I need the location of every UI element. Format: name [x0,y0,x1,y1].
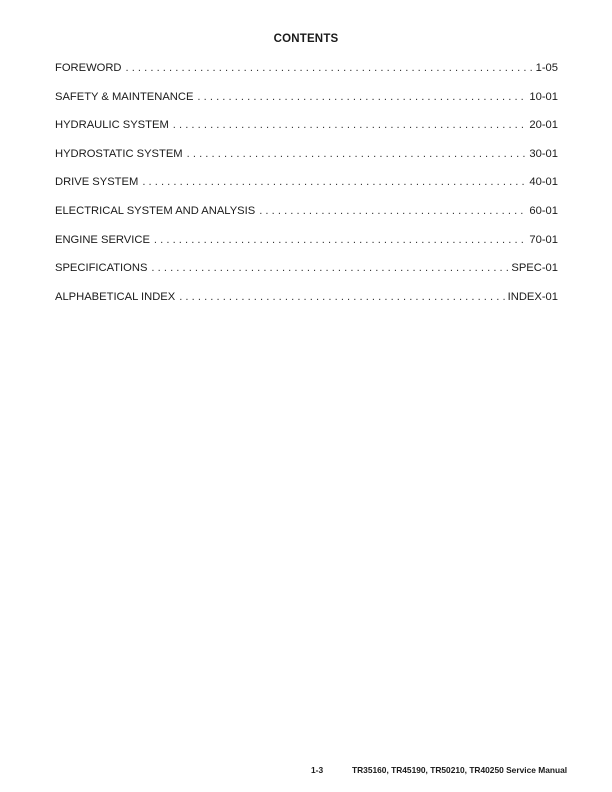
toc-entry-hydraulic-system[interactable] [55,119,558,148]
dot-leader [173,119,527,131]
toc-entry-label: ENGINE SERVICE [55,233,150,246]
toc-entry-foreword[interactable] [55,62,558,91]
dot-leader [142,176,526,188]
toc-entry-page: SPEC-01 [511,262,558,275]
dot-leader [197,91,526,103]
dot-leader [151,262,508,274]
dot-leader [126,62,533,74]
dot-leader [179,291,504,303]
toc-entry-label: DRIVE SYSTEM [55,176,139,189]
toc-entry-hydrostatic-system[interactable] [55,148,558,177]
dot-leader [259,205,526,217]
toc-entry-page: 60-01 [529,204,558,217]
toc-entry-label: HYDRAULIC SYSTEM [55,119,169,132]
toc-entry-engine-service[interactable] [55,234,558,263]
toc-entry-label: HYDROSTATIC SYSTEM [55,147,183,160]
footer-manual-title: TR35160, TR45190, TR50210, TR40250 Service Manual [352,765,568,775]
toc-entry-page: 30-01 [529,147,558,160]
toc-entry-label: SAFETY & MAINTENANCE [55,90,194,103]
toc-entry-safety-maintenance[interactable] [55,91,558,120]
toc-entry-page: 40-01 [529,176,558,189]
toc-entry-page: 10-01 [529,90,558,103]
footer-page-number: 1-3 [311,765,324,775]
toc-entry-label: ALPHABETICAL INDEX [55,290,176,303]
toc-entry-electrical-system[interactable] [55,205,558,234]
toc-entry-drive-system[interactable] [55,176,558,205]
dot-leader [154,234,526,246]
toc-entry-page: 70-01 [529,233,558,246]
toc-entry-page: INDEX-01 [507,290,558,303]
toc-entry-label: FOREWORD [55,62,122,74]
toc-entry-label: ELECTRICAL SYSTEM AND ANALYSIS [55,204,256,217]
toc-entry-label: SPECIFICATIONS [55,262,148,275]
toc-entry-specifications[interactable] [55,262,558,291]
table-of-contents [55,62,558,319]
toc-entry-alphabetical-index[interactable] [55,291,558,320]
page-title: CONTENTS [273,33,339,45]
toc-entry-page: 20-01 [529,119,558,132]
toc-entry-page: 1-05 [535,62,558,74]
dot-leader [187,148,527,160]
